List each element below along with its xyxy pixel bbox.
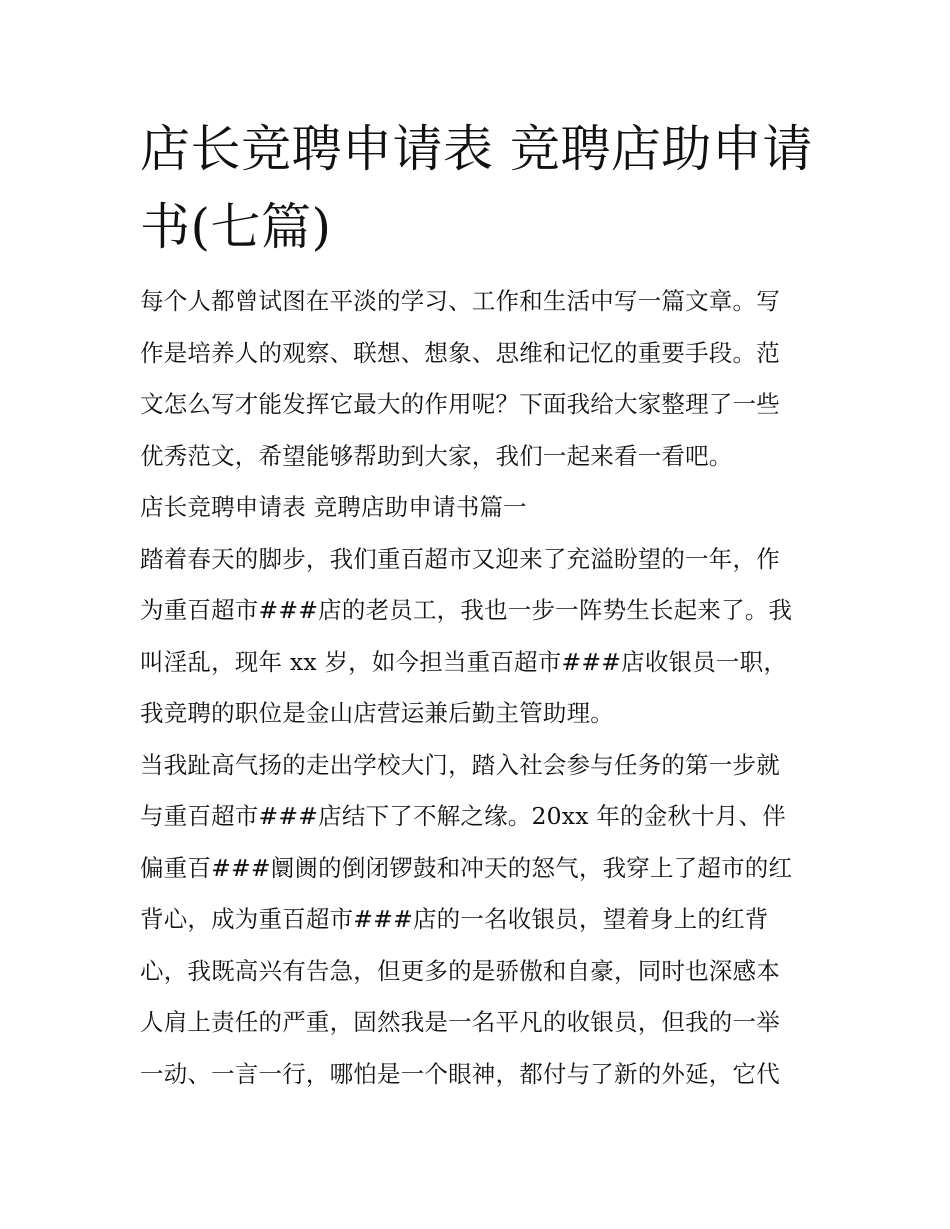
intro-paragraph	[140, 276, 815, 482]
text-line: 我竞聘的职位是金山店营运兼后勤主管助理。	[140, 699, 614, 727]
text-line: 每个人都曾试图在平淡的学习、工作和生活中写一篇文章。写	[140, 287, 780, 315]
text-line: 优秀范文，希望能够帮助到大家，我们一起来看一看吧。	[140, 441, 733, 470]
title-line: 书(七篇)	[140, 198, 332, 256]
text-line: 心，我既高兴有告急，但更多的是骄傲和自豪，同时也深感本	[140, 956, 780, 985]
title-line: 店长竞聘申请表 竞聘店助申请	[140, 120, 813, 178]
text-line: 店长竞聘申请表 竞聘店助申请书篇一	[140, 493, 527, 521]
text-line: 作是培养人的观察、联想、想象、思维和记忆的重要手段。范	[140, 338, 780, 367]
text-line: 为重百超市###店的老员工，我也一步一阵势生长起来了。我	[140, 596, 793, 624]
text-line: 人肩上责任的严重，固然我是一名平凡的收银员，但我的一举	[140, 1008, 780, 1036]
text-line: 当我趾高气扬的走出学校大门，踏入社会参与任务的第一步就	[140, 750, 780, 779]
body-paragraph-2	[140, 740, 815, 1101]
text-line: 偏重百###阛阓的倒闭锣鼓和冲天的怒气，我穿上了超市的红	[140, 853, 793, 882]
document-page	[140, 110, 815, 1100]
text-line: 叫淫乱，现年 xx 岁，如今担当重百超市###店收银员一职，	[140, 647, 788, 676]
text-line: 背心，成为重百超市###店的一名收银员，望着身上的红背	[140, 905, 769, 933]
text-line: 一动、一言一行，哪怕是一个眼神，都付与了新的外延，它代	[140, 1059, 780, 1088]
text-line: 文怎么写才能发挥它最大的作用呢？下面我给大家整理了一些	[140, 390, 780, 418]
text-line: 踏着春天的脚步，我们重百超市又迎来了充溢盼望的一年，作	[140, 544, 780, 573]
section-heading	[140, 482, 815, 534]
text-line: 与重百超市###店结下了不解之缘。20xx 年的金秋十月、伴	[140, 802, 786, 830]
body-paragraph-1	[140, 534, 815, 740]
document-title	[140, 110, 815, 266]
